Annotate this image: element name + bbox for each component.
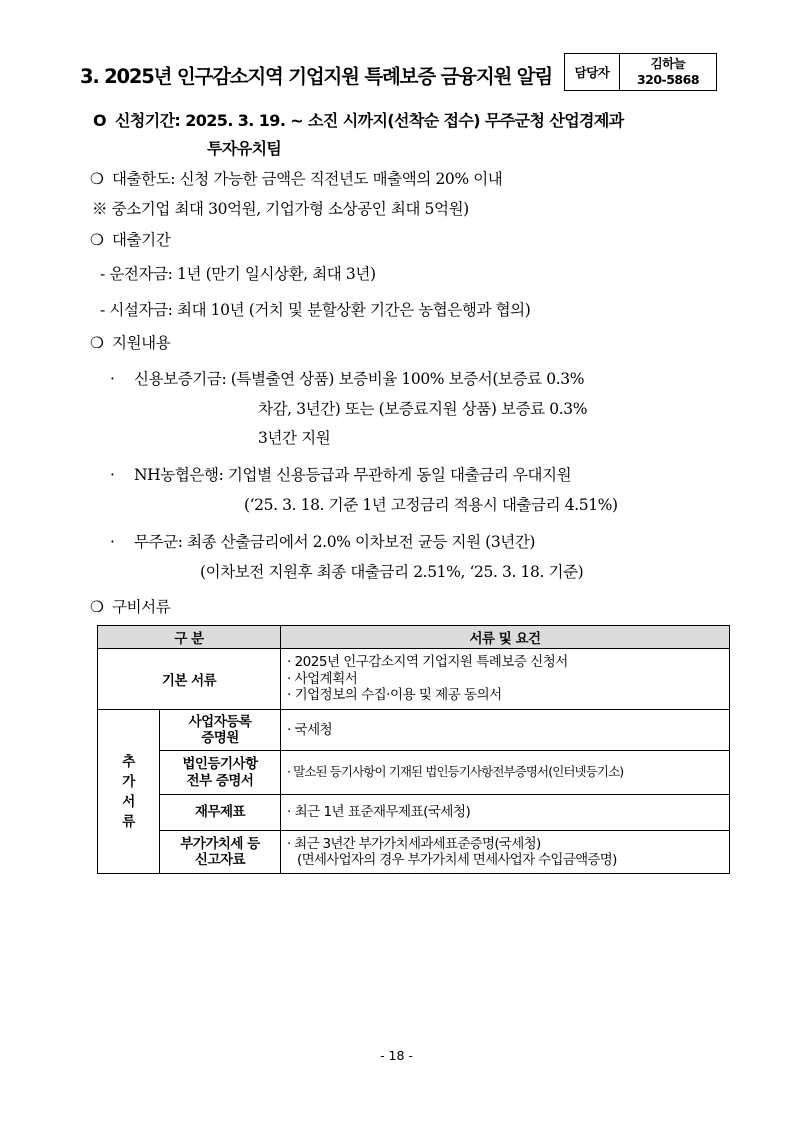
documents-heading	[90, 595, 170, 617]
loan-period-item: - 시설자금: 최대 10년 (거치 및 분할상환 기간은 농협은행과 협의)	[100, 301, 531, 319]
vertical-char: 류	[122, 813, 135, 830]
basic-docs-label: 기본 서류	[98, 649, 281, 710]
table-row	[98, 649, 730, 710]
loan-period-item: - 운전자금: 1년 (만기 일시상환, 최대 3년)	[100, 265, 376, 283]
support-heading	[90, 331, 170, 353]
table-row	[98, 710, 730, 751]
doc-desc-line: · 최근 1년 표준재무제표(국세청)	[287, 804, 471, 821]
documents-title: 구비서류	[112, 598, 171, 616]
vertical-char: 서	[122, 793, 135, 810]
documents-table	[97, 625, 730, 874]
bullet: ·	[110, 533, 115, 551]
doc-name-line: 법인등기사항	[182, 756, 258, 772]
table-header-docs: 서류 및 요건	[281, 626, 730, 649]
doc-name-line: 사업자등록	[188, 713, 252, 730]
additional-docs-label	[98, 710, 160, 874]
doc-name	[160, 751, 281, 795]
contact-label: 담당자	[565, 54, 620, 90]
doc-name	[160, 710, 281, 751]
loan-limit-text: 대출한도: 신청 가능한 금액은 직전년도 매출액의 20% 이내	[112, 170, 503, 188]
guarantee-line-2: 차감, 3년간) 또는 (보증료지원 상품) 보증료 0.3%	[258, 400, 588, 418]
application-line-2: 투자유치팀	[207, 139, 282, 158]
bank-text-1: NH농협은행: 기업별 신용등급과 무관하게 동일 대출금리 우대지원	[134, 466, 572, 484]
bullet: ·	[110, 466, 115, 484]
county-line-2: (이차보전 지원후 최종 대출금리 2.51%, ‘25. 3. 18. 기준)	[200, 563, 584, 581]
loan-period-marker: ❍	[90, 231, 104, 249]
basic-docs-list	[281, 649, 730, 710]
page-title: 3. 2025년 인구감소지역 기업지원 특례보증 금융지원 알림	[80, 65, 552, 88]
basic-doc-item: · 기업정보의 수집·이용 및 제공 동의서	[287, 687, 502, 704]
guarantee-line-3: 3년간 지원	[258, 429, 331, 447]
contact-name: 김하늘	[650, 56, 686, 71]
county-line-1	[110, 530, 535, 552]
loan-limit-note: ※ 중소기업 최대 30억원, 기업가형 소상공인 최대 5억원)	[92, 200, 469, 218]
loan-limit	[90, 167, 502, 189]
contact-box	[564, 53, 717, 91]
table-row	[98, 831, 730, 874]
support-marker: ❍	[90, 334, 104, 352]
contact-info	[620, 54, 716, 90]
guarantee-text-1: 신용보증기금: (특별출연 상품) 보증비율 100% 보증서(보증료 0.3%	[134, 370, 585, 388]
application-period	[93, 108, 624, 131]
application-line-1: 신청기간: 2025. 3. 19. ~ 소진 시까지(선착순 접수) 무주군청 산업경제과	[115, 111, 624, 130]
title-row	[80, 53, 720, 93]
table-row	[98, 751, 730, 795]
page-number: - 18 -	[380, 1048, 413, 1063]
vertical-char: 가	[122, 773, 135, 790]
bullet: ·	[110, 370, 115, 388]
doc-desc	[281, 795, 730, 831]
doc-name-line: 재무제표	[194, 804, 246, 821]
doc-name-line: 부가가치세 등	[180, 835, 260, 852]
basic-doc-item: · 2025년 인구감소지역 기업지원 특례보증 신청서	[287, 654, 568, 671]
doc-name	[160, 795, 281, 831]
loan-period-title: 대출기간	[112, 231, 171, 249]
table-row	[98, 795, 730, 831]
contact-phone: 320-5868	[636, 72, 700, 87]
doc-name	[160, 831, 281, 874]
documents-marker: ❍	[90, 598, 104, 616]
bank-line-2: (‘25. 3. 18. 기준 1년 고정금리 적용시 대출금리 4.51%)	[244, 496, 618, 514]
doc-desc	[281, 831, 730, 874]
support-title: 지원내용	[112, 334, 171, 352]
basic-doc-item: · 사업계획서	[287, 670, 358, 687]
loan-limit-marker: ❍	[90, 170, 104, 188]
bank-line-1	[110, 463, 571, 485]
county-text-1: 무주군: 최종 산출금리에서 2.0% 이차보전 균등 지원 (3년간)	[134, 533, 536, 551]
loan-period-heading	[90, 228, 170, 250]
table-header-row	[98, 626, 730, 649]
application-marker: O	[93, 111, 107, 130]
doc-desc	[281, 710, 730, 751]
doc-desc	[281, 751, 730, 795]
doc-desc-line: (면세사업자의 경우 부가가치세 면세사업자 수입금액증명)	[297, 852, 617, 868]
table-header-category: 구 분	[98, 626, 281, 649]
doc-desc-line: · 말소된 등기사항이 기재된 법인등기사항전부증명서(인터넷등기소)	[287, 764, 624, 780]
doc-desc-line: · 최근 3년간 부가가치세과세표준증명(국세청)	[287, 835, 541, 852]
vertical-char: 추	[122, 753, 135, 770]
doc-name-line: 신고자료	[194, 852, 246, 868]
guarantee-line-1	[110, 367, 584, 389]
doc-desc-line: · 국세청	[287, 721, 333, 738]
doc-name-line: 증명원	[201, 730, 239, 746]
doc-name-line: 전부 증명서	[186, 772, 254, 789]
